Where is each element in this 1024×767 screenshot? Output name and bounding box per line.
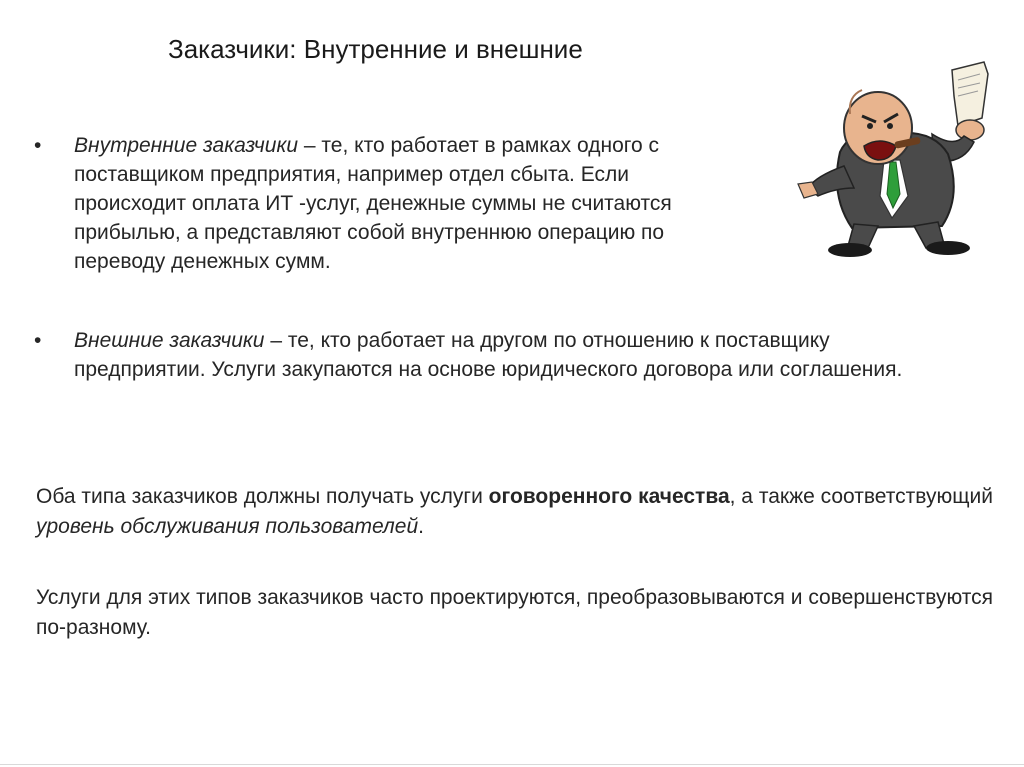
bullet-text: – те, кто работает на другом по отношению к поставщику предприятии. Услуги закупаются на основе юридического договора или соглашения.: [74, 329, 903, 381]
paragraph-services: Услуги для этих типов заказчиков часто проектируются, преобразовываются и совершенствуются по-разному.: [36, 586, 993, 639]
paragraph-bold: оговоренного качества: [488, 485, 730, 508]
bullet-dot: •: [34, 134, 42, 157]
paragraph-text: , а также соответствующий: [729, 485, 993, 508]
paragraph-quality: [36, 482, 996, 542]
bullet-term: Внутренние заказчики: [74, 134, 299, 157]
slide-bottom-border: [0, 764, 1024, 765]
bullet-dot: •: [34, 329, 42, 352]
paragraph-text: .: [418, 515, 424, 538]
angry-businessman-icon: [792, 56, 1002, 262]
scroll-icon: [952, 62, 988, 140]
bullet-internal-customers: [34, 131, 746, 276]
bullet-external-customers: [34, 326, 954, 384]
paragraph-text: Оба типа заказчиков должны получать услуги: [36, 485, 489, 508]
paragraph-italic: уровень обслуживания пользователей: [36, 515, 419, 538]
bullet-text: – те, кто работает в рамках одного с поставщиком предприятия, например отдел сбыта. Если происходит оплата ИТ -услуг, денежные суммы не считаются прибылью, а представляют собой внутреннюю операцию по переводу денежных сумм.: [74, 134, 672, 273]
bullet-term: Внешние заказчики: [74, 329, 265, 352]
slide-title: Заказчики: Внутренние и внешние: [168, 34, 583, 64]
